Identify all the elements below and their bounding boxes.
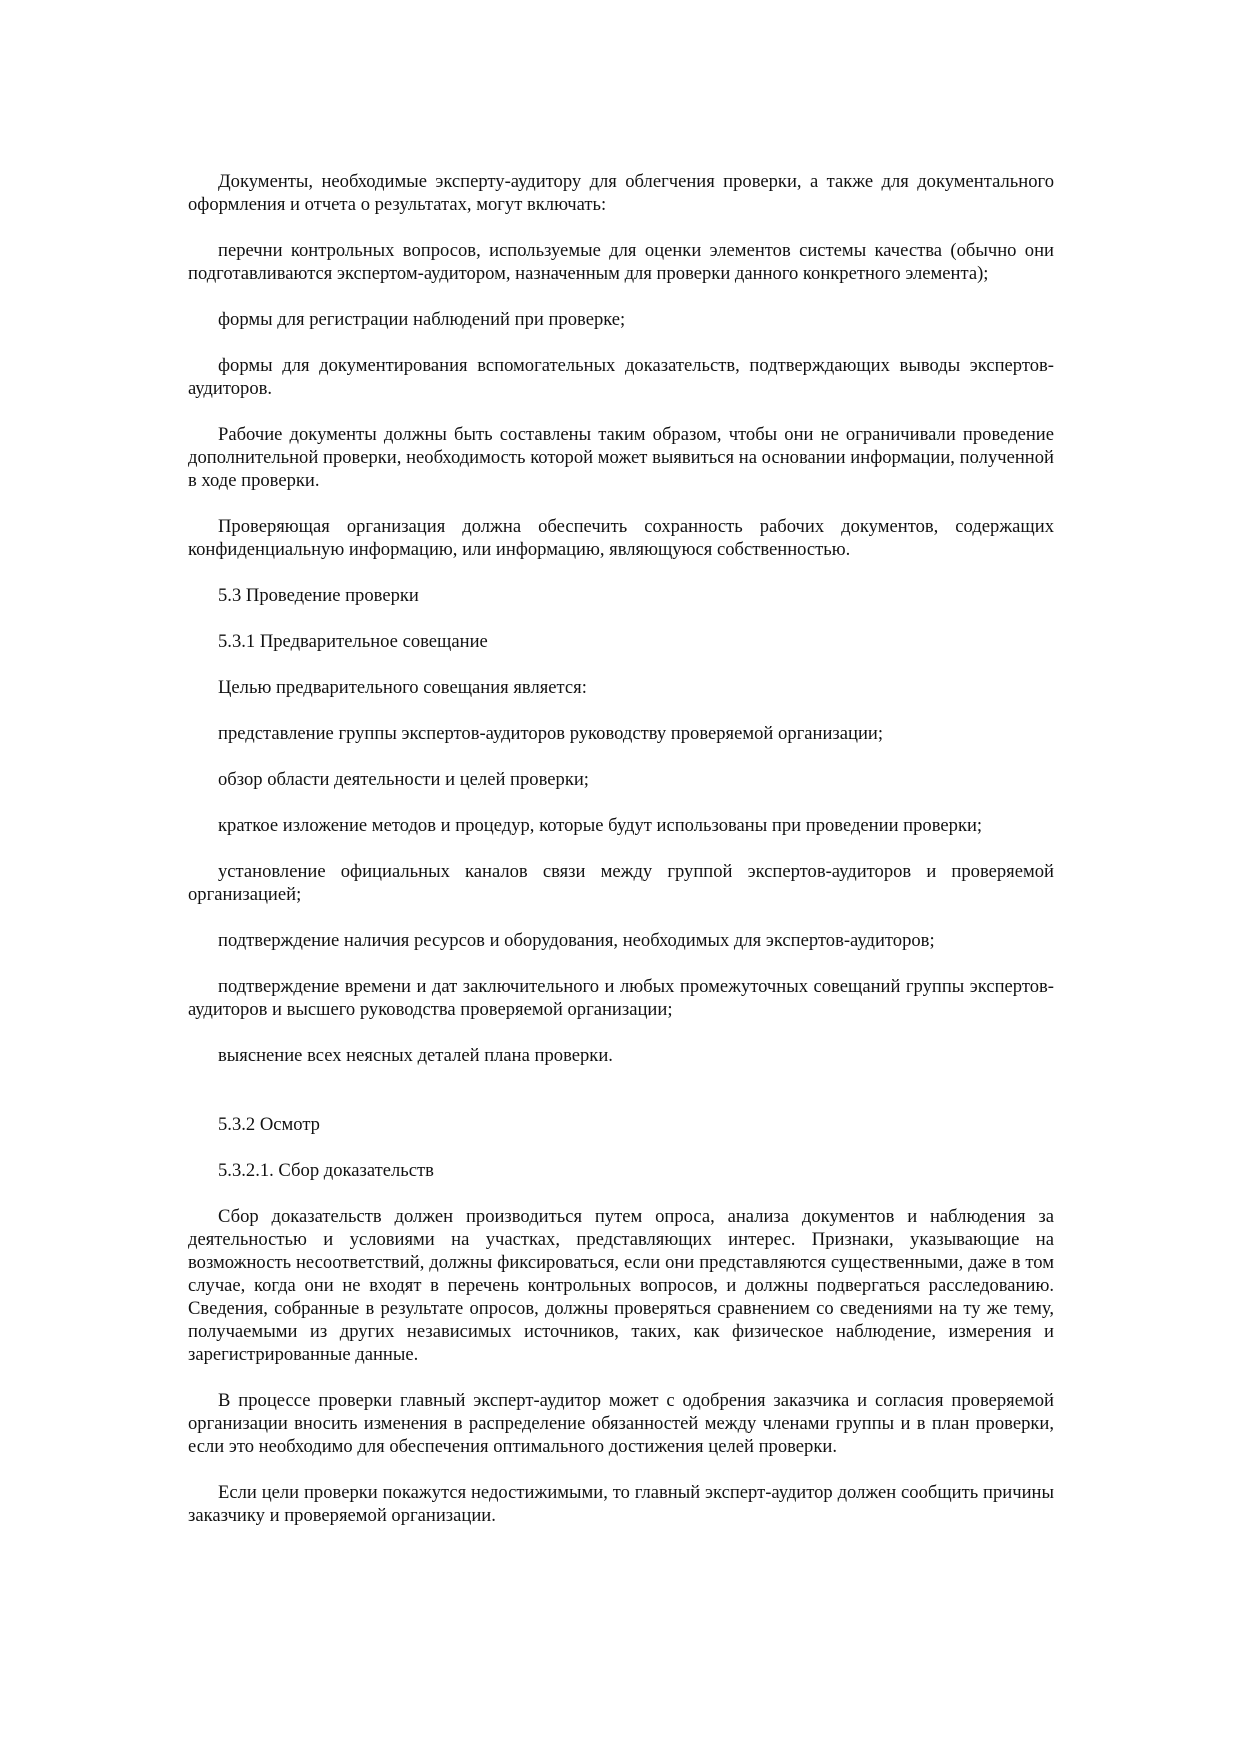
list-item-evidence-forms: формы для документирования вспомогательных доказательств, подтверждающих выводы экспертов-аудиторов.: [188, 355, 1054, 399]
list-item-meeting-schedule: подтверждение времени и дат заключительного и любых промежуточных совещаний группы экспертов-аудиторов и высшего руководства проверяемой организации;: [188, 976, 1054, 1020]
list-item-methods-summary: краткое изложение методов и процедур, которые будут использованы при проведении проверки;: [218, 815, 983, 836]
paragraph-working-documents: Рабочие документы должны быть составлены таким образом, чтобы они не ограничивали проведение дополнительной проверки, необходимость которой может выявиться на основании информации, полученной в ходе проверки.: [188, 424, 1054, 491]
list-item-scope-review: обзор области деятельности и целей проверки;: [218, 769, 589, 790]
list-item-checklists: перечни контрольных вопросов, используемые для оценки элементов системы качества (обычно они подготавливаются экспертом-аудитором, назначенным для проверки данного конкретного элемента);: [188, 240, 1054, 284]
list-item-resources-confirmation: подтверждение наличия ресурсов и оборудования, необходимых для экспертов-аудиторов;: [218, 930, 935, 951]
section-heading-5-3: 5.3 Проведение проверки: [218, 585, 419, 606]
section-heading-5-3-2-1: 5.3.2.1. Сбор доказательств: [218, 1160, 434, 1181]
paragraph-confidentiality: Проверяющая организация должна обеспечить сохранность рабочих документов, содержащих конфиденциальную информацию, или информацию, являющуюся собственностью.: [188, 516, 1054, 560]
section-heading-5-3-2: 5.3.2 Осмотр: [218, 1114, 320, 1135]
paragraph-unattainable-goals: Если цели проверки покажутся недостижимыми, то главный эксперт-аудитор должен сообщить причины заказчику и проверяемой организации.: [188, 1482, 1054, 1526]
list-item-plan-clarification: выяснение всех неясных деталей плана проверки.: [218, 1045, 613, 1066]
paragraph-plan-changes: В процессе проверки главный эксперт-аудитор может с одобрения заказчика и согласия проверяемой организации вносить изменения в распределение обязанностей между членами группы и в план проверки, если это необходимо для обеспечения оптимального достижения целей проверки.: [188, 1390, 1054, 1457]
paragraph-evidence-collection: Сбор доказательств должен производиться путем опроса, анализа документов и наблюдения за деятельностью и условиями на участках, представляющих интерес. Признаки, указывающие на возможность несоответствий, должны фиксироваться, если они представляются существенными, даже в том случае, когда они не входят в перечень контрольных вопросов, и должны подвергаться расследованию. Сведения, собранные в результате опросов, должны проверяться сравнением со сведениями на ту же тему, получаемыми из других независимых источников, таких, как физическое наблюдение, измерения и зарегистрированные данные.: [188, 1206, 1054, 1365]
paragraph-documents-intro: Документы, необходимые эксперту-аудитору для облегчения проверки, а также для документального оформления и отчета о результатах, могут включать:: [188, 171, 1054, 215]
list-item-observation-forms: формы для регистрации наблюдений при проверке;: [218, 309, 626, 330]
section-heading-5-3-1: 5.3.1 Предварительное совещание: [218, 631, 488, 652]
document-page: [188, 170, 1054, 1550]
paragraph-meeting-purpose: Целью предварительного совещания является:: [218, 677, 587, 698]
list-item-communication-channels: установление официальных каналов связи между группой экспертов-аудиторов и проверяемой организацией;: [188, 861, 1054, 905]
list-item-team-introduction: представление группы экспертов-аудиторов руководству проверяемой организации;: [218, 723, 884, 744]
